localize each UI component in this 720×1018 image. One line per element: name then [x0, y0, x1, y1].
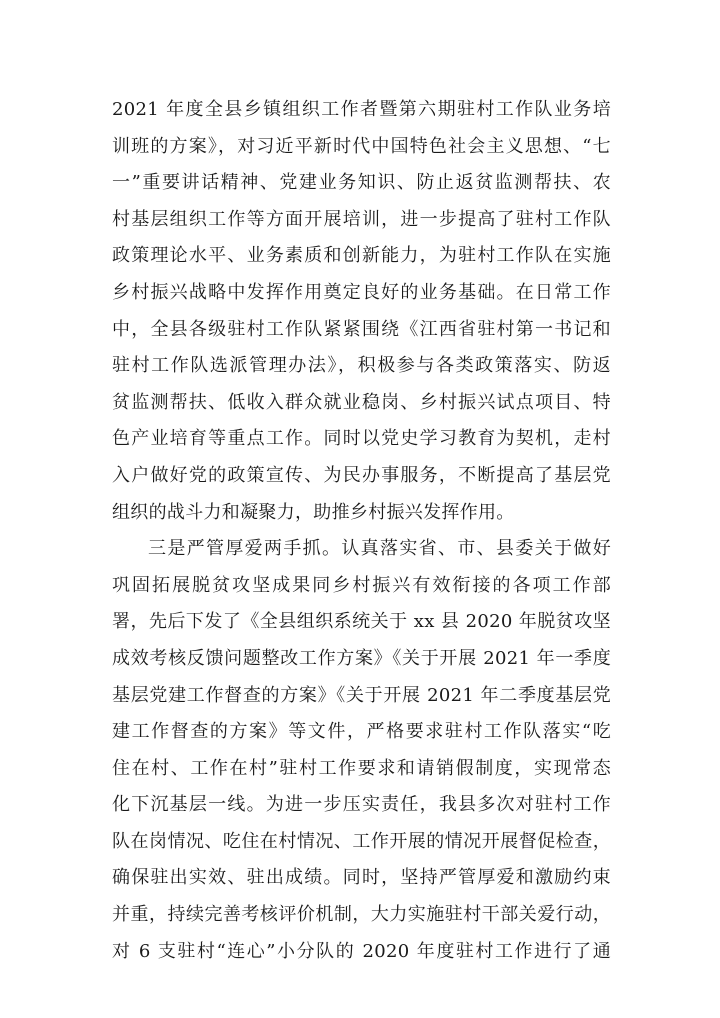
text-line: 住在村、工作在村”驻村工作要求和请销假制度，实现常态: [112, 757, 611, 779]
text-line: 贫监测帮扶、低收入群众就业稳岗、乡村振兴试点项目、特: [112, 391, 611, 413]
body-text: [112, 92, 611, 970]
text-line: 确保驻出实效、驻出成绩。同时，坚持严管厚爱和激励约束: [112, 867, 611, 889]
text-line: 2021 年度全县乡镇组织工作者暨第六期驻村工作队业务培: [112, 99, 611, 120]
text-line: 署，先后下发了《全县组织系统关于 xx 县 2020 年脱贫攻坚: [112, 611, 611, 633]
text-line: 三是严管厚爱两手抓。认真落实省、市、县委关于做好: [148, 538, 611, 560]
text-line: 训班的方案》，对习近平新时代中国特色社会主义思想、“七: [112, 135, 611, 157]
text-line: 建工作督查的方案》等文件，严格要求驻村工作队落实“吃: [112, 721, 611, 743]
text-line: 政策理论水平、业务素质和创新能力，为驻村工作队在实施: [112, 245, 611, 267]
text-line: 组织的战斗力和凝聚力，助推乡村振兴发挥作用。: [112, 501, 515, 523]
text-line: 并重，持续完善考核评价机制，大力实施驻村干部关爱行动，: [112, 904, 611, 926]
paragraph-2: [112, 531, 611, 970]
text-line: 色产业培育等重点工作。同时以党史学习教育为契机，走村: [112, 428, 611, 450]
text-line: 对 6 支驻村“连心”小分队的 2020 年度驻村工作进行了通: [112, 940, 611, 962]
text-line: 基层党建工作督查的方案》《关于开展 2021 年二季度基层党: [112, 684, 611, 706]
text-line: 成效考核反馈问题整改工作方案》《关于开展 2021 年一季度: [112, 647, 611, 669]
text-line: 化下沉基层一线。为进一步压实责任，我县多次对驻村工作: [112, 794, 611, 816]
text-line: 中，全县各级驻村工作队紧紧围绕《江西省驻村第一书记和: [112, 318, 611, 340]
text-line: 队在岗情况、吃住在村情况、工作开展的情况开展督促检查，: [112, 830, 611, 852]
paragraph-1: [112, 92, 611, 531]
text-line: 乡村振兴战略中发挥作用奠定良好的业务基础。在日常工作: [112, 281, 611, 303]
text-line: 驻村工作队选派管理办法》，积极参与各类政策落实、防返: [112, 355, 611, 377]
text-line: 一”重要讲话精神、党建业务知识、防止返贫监测帮扶、农: [112, 172, 611, 194]
text-line: 巩固拓展脱贫攻坚成果同乡村振兴有效衔接的各项工作部: [112, 574, 611, 596]
text-line: 村基层组织工作等方面开展培训，进一步提高了驻村工作队: [112, 208, 611, 230]
text-line: 入户做好党的政策宣传、为民办事服务，不断提高了基层党: [112, 464, 611, 486]
